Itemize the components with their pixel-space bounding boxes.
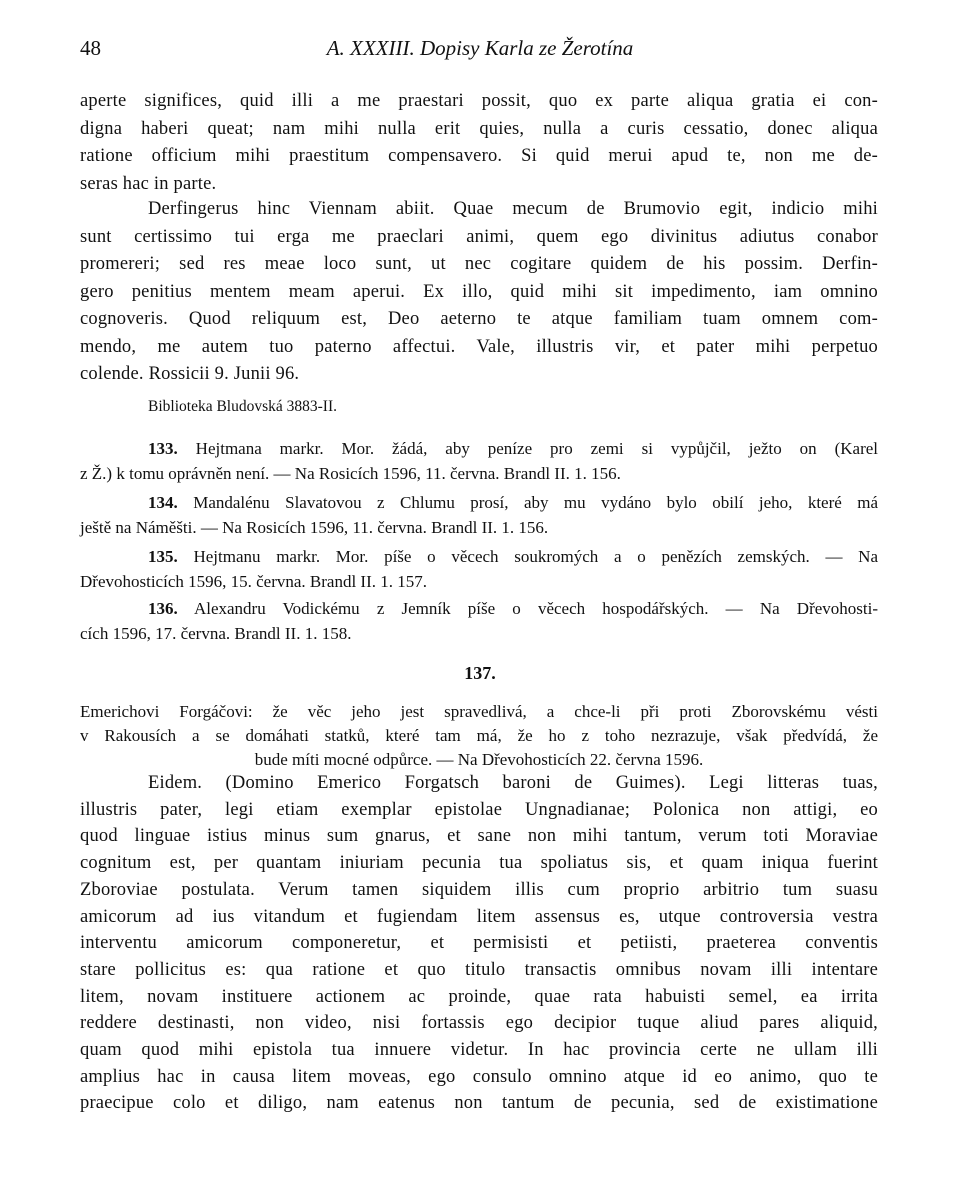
text-line: Zboroviae postulata. Verum tamen siquidem illis cum proprio arbitrio tum suasu [80,879,878,900]
text-line: cognitum est, per quantam iniuriam pecunia tua spoliatus sis, et quam iniqua fuerint [80,853,878,874]
regest-text: Hejtmanu markr. Mor. píše o věcech soukromých a o penězích zemských. — Na [193,547,878,566]
text-line: amicorum ad ius vitandum et fugiendam litem assensus es, utque controversia vestra [80,906,878,927]
regest-line: cích 1596, 17. června. Brandl II. 1. 158. [80,624,352,643]
regest-number: 133. [148,439,178,458]
text-line: colende. Rossicii 9. Junii 96. [80,364,300,384]
text-line: promereri; sed res meae loco sunt, ut nec cogitare quidem de his possim. Derfin- [80,254,878,274]
text-line: seras hac in parte. [80,173,217,194]
text-line: sunt certissimo tui erga me praeclari animi, quem ego divinitus adiutus conabor [80,226,878,247]
text-line: reddere destinasti, non video, nisi fortassis ego decipior tuque aliud pares aliquid, [80,1013,878,1034]
summary-line: bude míti mocné odpůrce. — Na Dřevohosticích 22. června 1596. [254,750,704,769]
letter-continuation [80,88,878,198]
text-line: cognoveris. Quod reliquum est, Deo aeterno te atque familiam tuam omnem com- [80,309,878,329]
running-title: A. XXXIII. Dopisy Karla ze Žerotína [326,36,634,60]
text-line: ratione officium mihi praestitum compensavero. Si quid merui apud te, non me de- [80,146,878,166]
letter-paragraph [80,196,878,389]
archive-note: Biblioteka Bludovská 3883-II. [148,398,337,415]
summary-line: Emerichovi Forgáčovi: že věc jeho jest spravedlivá, a chce-li při proti Zborovskému vésti [80,702,878,721]
regest-text: Hejtmana markr. Mor. žádá, aby peníze pro zemi si vypůjčil, ježto on (Karel [195,439,878,458]
regest-number: 134. [148,493,178,512]
text-line: stare pollicitus es: qua ratione et quo titulo transactis omnibus novam illi intentare [80,959,878,980]
regest-line: Dřevohosticích 1596, 15. června. Brandl II. 1. 157. [80,572,427,591]
page-header [80,36,880,66]
text-line: digna haberi queat; nam mihi nulla erit quies, nulla a curis cessatio, donec aliqua [80,118,878,139]
text-line: illustris pater, legi etiam exemplar epistolae Ungnadianae; Polonica non attigi, eo [80,799,878,820]
letter-number: 137. [464,663,496,683]
text-line: quam quod mihi epistola tua innuere videtur. In hac provincia certe ne ullam illi [80,1040,878,1061]
regest-135 [80,544,878,594]
letter-summary [80,700,878,772]
regest-line [80,544,878,569]
regest-line [80,596,878,621]
text-line: aperte significes, quid illi a me praestari possit, quo ex parte aliqua gratia ei con- [80,91,878,111]
regest-136 [80,596,878,646]
regest-line [80,436,878,461]
letter-body [80,770,878,1117]
text-line: amplius hac in causa litem moveas, ego consulo omnino atque id eo animo, quo te [80,1066,878,1087]
page-number: 48 [80,36,101,60]
regest-text: Alexandru Vodickému z Jemník píše o věcech hospodářských. — Na Dřevohosti- [193,599,878,618]
regest-133 [80,436,878,486]
regest-134 [80,490,878,540]
regest-number: 135. [148,547,178,566]
regest-line: ještě na Náměšti. — Na Rosicích 1596, 11. června. Brandl II. 1. 156. [80,518,549,537]
text-line: gero penitius mentem meam aperui. Ex illo, quid mihi sit impedimento, iam omnino [80,281,878,302]
text-line: praecipue colo et diligo, nam eatenus non tantum de pecunia, sed de existimatione [80,1093,878,1114]
regest-number: 136. [148,599,178,618]
regest-line [80,490,878,515]
text-line: interventu amicorum componeretur, et permisisti et petiisti, praeterea conventis [80,933,878,954]
regest-text: Mandalénu Slavatovou z Chlumu prosí, aby mu vydáno bylo obilí jeho, které má [193,493,878,512]
regest-line: z Ž.) k tomu oprávněn není. — Na Rosicích 1596, 11. června. Brandl II. 1. 156. [80,464,621,483]
text-line: Eidem. (Domino Emerico Forgatsch baroni de Guimes). Legi litteras tuas, [148,773,878,793]
summary-line: v Rakousích a se domáhati statků, které tam má, že ho z toho nezrazuje, však předvídá, že [80,726,878,745]
text-line: Derfingerus hinc Viennam abiit. Quae mecum de Brumovio egit, indicio mihi [148,199,878,219]
text-line: litem, novam instituere actionem ac proinde, quae rata habuisti semel, ea irrita [80,986,878,1007]
text-line: quod linguae istius minus sum gnarus, et sane non mihi tantum, verum toti Moraviae [80,826,878,847]
text-line: mendo, me autem tuo paterno affectui. Vale, illustris vir, et pater mihi perpetuo [80,336,878,357]
